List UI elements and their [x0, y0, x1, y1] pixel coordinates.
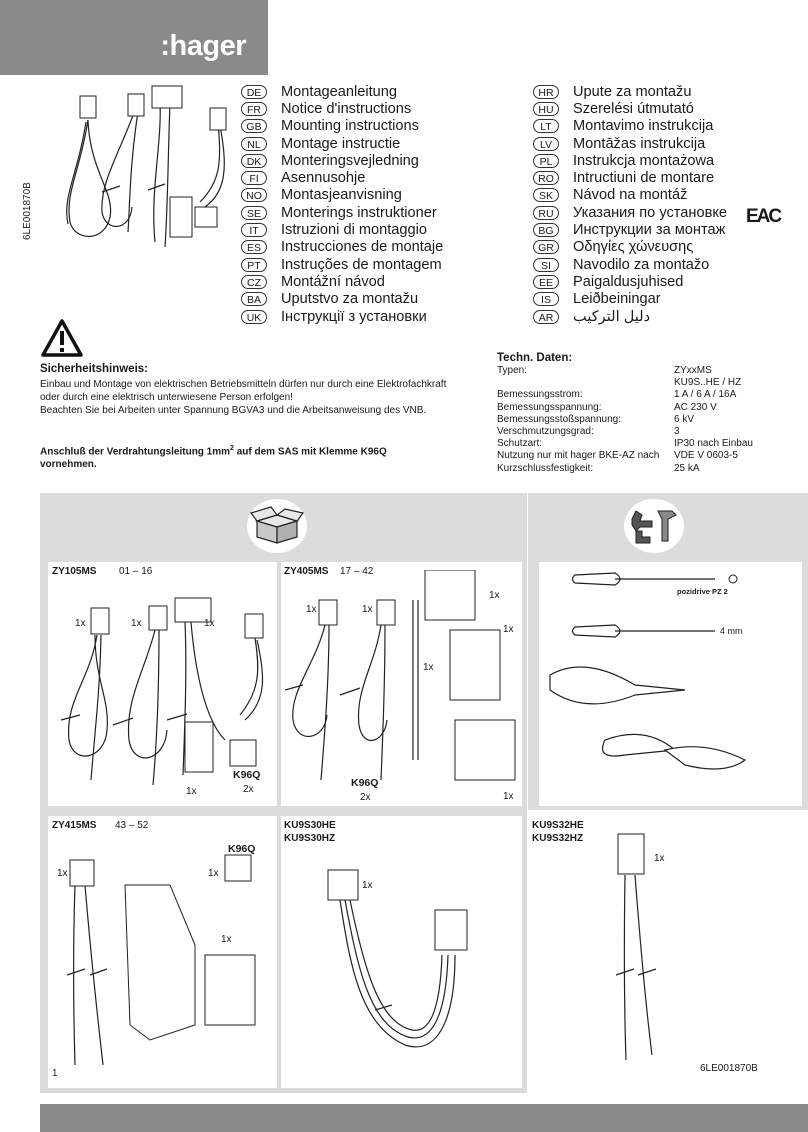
eac-mark: EAC [746, 206, 781, 227]
qty-label: 1x [221, 934, 232, 945]
language-list-left [241, 83, 443, 325]
language-row: DK Monteringsvejledning [241, 152, 443, 169]
qty-label: 1x [186, 786, 197, 797]
qty-label: 1x [362, 880, 373, 891]
language-row: IS Leiðbeiningar [533, 291, 727, 308]
footer-bar [40, 1104, 808, 1132]
screwdriver-label: pozidrive PZ 2 [677, 587, 728, 596]
vertical-doc-code: 6LE001870B [22, 182, 33, 240]
tech-data-title: Techn. Daten: [497, 352, 573, 364]
qty-label: 1x [306, 604, 317, 615]
package-icon [245, 497, 309, 555]
language-row: RU Указания по установке [533, 204, 727, 221]
qty-label: 1x [75, 618, 86, 629]
tech-row: Bemessungsstrom: 1 A / 6 A / 16A [497, 389, 737, 401]
language-row: GR Οδηγίες χώνευσης [533, 239, 727, 256]
language-row: LV Montāžas instrukcija [533, 135, 727, 152]
language-row: HR Upute za montažu [533, 83, 727, 100]
language-row: GB Mounting instructions [241, 118, 443, 135]
language-row: HU Szerelési útmutató [533, 100, 727, 117]
tech-data-table [497, 365, 753, 475]
zy415-wiring-illustration [55, 845, 270, 1075]
tech-row: Verschmutzungsgrad: 3 [497, 426, 680, 438]
language-row: CZ Montážní návod [241, 273, 443, 290]
language-row: IT Istruzioni di montaggio [241, 221, 443, 238]
box-title: ZY415MS [52, 820, 97, 831]
header-product-illustration [50, 82, 250, 257]
tech-row: Typen: ZYxxMS [497, 365, 712, 376]
blade-width-label: 4 mm [720, 626, 743, 636]
language-row: FI Asennusohje [241, 169, 443, 186]
box-title: KU9S32HE [532, 820, 584, 831]
qty-label: 1x [654, 853, 665, 864]
part-label-k96q: K96Q [228, 843, 256, 855]
language-row: PT Instruções de montagem [241, 256, 443, 273]
qty-label: 1x [489, 590, 500, 601]
page-number: 1 [52, 1068, 58, 1079]
language-row: FR Notice d'instructions [241, 100, 443, 117]
qty-label: 2x [360, 792, 371, 803]
brand-logo: :hager [160, 30, 246, 62]
tech-row: Kurzschlussfestigkeit: 25 kA [497, 462, 700, 474]
qty-label: 1x [131, 618, 142, 629]
ku9s30-wiring-illustration [290, 855, 515, 1080]
tech-row: Bemessungsspannung: AC 230 V [497, 401, 717, 413]
tools-illustration [545, 565, 800, 805]
language-row: ES Instrucciones de montaje [241, 239, 443, 256]
language-row: LT Montavimo instrukcija [533, 118, 727, 135]
box-range: 01 – 16 [119, 566, 153, 577]
tech-row: Nutzung nur mit hager BKE-AZ nach VDE V 0603-5 [497, 450, 738, 462]
ku9s32-wiring-illustration [600, 830, 680, 1080]
box-range: 17 – 42 [340, 566, 374, 577]
language-row: AR دليل التركيب [533, 308, 727, 325]
language-row: EE Paigaldusjuhised [533, 273, 727, 290]
tools-icon [622, 497, 686, 555]
qty-label: 1x [503, 624, 514, 635]
tech-row: KU9S..HE / HZ [674, 377, 742, 389]
zy405-wiring-illustration [285, 570, 520, 800]
qty-label: 1x [503, 791, 514, 802]
language-row: UK Інструкції з установки [241, 308, 443, 325]
language-row: RO Intructiuni de montare [533, 169, 727, 186]
language-row: PL Instrukcja montażowa [533, 152, 727, 169]
language-row: DE Montageanleitung [241, 83, 443, 100]
wiring-note: Anschluß der Verdrahtungsleitung $1mm^2$ auf dem SAS mit Klemme K96Q vornehmen. [40, 445, 387, 471]
box-title: ZY105MS [52, 566, 97, 577]
tech-row: Schutzart: IP30 nach Einbau [497, 438, 753, 450]
box-range: 43 – 52 [115, 820, 149, 831]
qty-label: 1x [208, 868, 219, 879]
safety-text: Einbau und Montage von elektrischen Betriebsmitteln dürfen nur durch eine Elektrofachkraft oder durch eine elektrisch unterwiesene Person erfolgen! Beachten Sie bei Arbeiten unter Spannung BGVA3 und die Arbeitsanweisung des VNB. [40, 379, 447, 416]
qty-label: 1x [423, 662, 434, 673]
warning-icon [40, 318, 84, 358]
qty-label: 1x [204, 618, 215, 629]
doc-code: 6LE001870B [700, 1063, 758, 1074]
part-label-k96q: K96Q [233, 769, 261, 781]
box-title: KU9S32HZ [532, 833, 584, 844]
box-title: KU9S30HE [284, 820, 336, 831]
language-row: SK Návod na montáž [533, 187, 727, 204]
box-title: ZY405MS [284, 566, 329, 577]
qty-label: 1x [57, 868, 68, 879]
language-row: NO Montasjeanvisning [241, 187, 443, 204]
language-row: BA Uputstvo za montažu [241, 291, 443, 308]
language-row: BG Инструкции за монтаж [533, 221, 727, 238]
box-title: KU9S30HZ [284, 833, 336, 844]
language-row: SI Navodilo za montažo [533, 256, 727, 273]
safety-title: Sicherheitshinweis: [40, 363, 149, 375]
language-list-right [533, 83, 727, 325]
language-row: NL Montage instructie [241, 135, 443, 152]
part-label-k96q: K96Q [351, 777, 379, 789]
qty-label: 1x [362, 604, 373, 615]
qty-label: 2x [243, 784, 254, 795]
tech-row: Bemessungsstoßspannung: 6 kV [497, 413, 695, 425]
language-row: SE Monterings instruktioner [241, 204, 443, 221]
